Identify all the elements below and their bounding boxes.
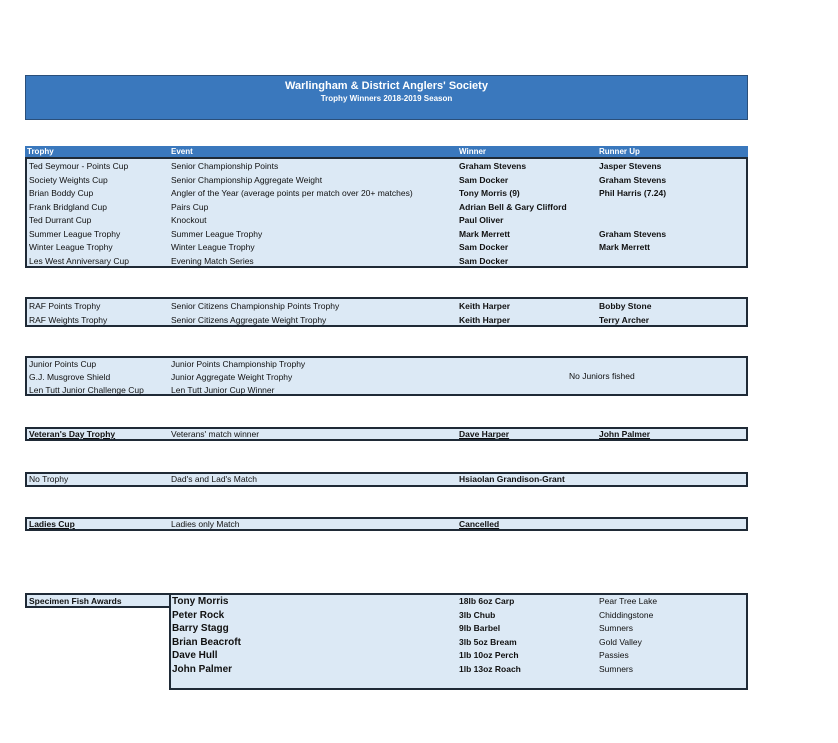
runner-up-cell: Terry Archer xyxy=(599,314,650,325)
table-row xyxy=(27,371,746,385)
trophy-cell: Len Tutt Junior Challenge Cup xyxy=(29,385,144,395)
angler-name: John Palmer xyxy=(172,663,233,675)
ladies-table xyxy=(25,517,748,531)
trophy-cell: Summer League Trophy xyxy=(29,228,121,239)
table-row xyxy=(27,314,746,328)
event-cell: Dad's and Lad's Match xyxy=(171,474,257,484)
event-cell: Winter League Trophy xyxy=(171,242,255,252)
angler-name: Dave Hull xyxy=(172,650,218,661)
event-cell: Knockout xyxy=(171,215,207,225)
table-row xyxy=(27,358,746,372)
venue: Chiddingstone xyxy=(599,609,654,620)
event-cell: Veterans' match winner xyxy=(171,429,260,439)
list-item xyxy=(171,649,746,663)
fish-weight: 3lb 5oz Bream xyxy=(459,636,517,647)
trophy-cell: Ted Seymour - Points Cup xyxy=(29,161,129,171)
winner-cell: Sam Docker xyxy=(459,174,509,185)
list-item xyxy=(171,595,746,609)
list-item xyxy=(171,636,746,650)
winner-cell: Sam Docker xyxy=(459,242,509,252)
runner-up-cell: Jasper Stevens xyxy=(599,161,662,171)
event-cell: Senior Citizens Championship Points Trophy xyxy=(171,301,340,311)
table-row xyxy=(27,201,746,215)
raf-trophy-table xyxy=(25,297,748,327)
main-trophy-table xyxy=(25,157,748,268)
table-row xyxy=(27,473,746,487)
angler-name: Barry Stagg xyxy=(172,623,229,634)
fish-weight: 1lb 13oz Roach xyxy=(459,663,521,674)
table-row xyxy=(27,160,746,174)
angler-name: Peter Rock xyxy=(172,609,225,621)
table-row xyxy=(27,300,746,314)
list-item xyxy=(171,609,746,623)
trophy-cell: Winter League Trophy xyxy=(29,242,113,252)
runner-up-cell: Graham Stevens xyxy=(599,174,667,185)
trophy-cell: RAF Points Trophy xyxy=(29,301,101,311)
trophy-cell: Ladies Cup xyxy=(29,519,75,529)
winner-cell: Sam Docker xyxy=(459,255,509,266)
event-cell: Ladies only Match xyxy=(171,519,240,529)
venue: Pear Tree Lake xyxy=(599,596,658,606)
trophy-cell: RAF Weights Trophy xyxy=(29,314,108,325)
runner-up-cell: Phil Harris (7.24) xyxy=(599,188,667,198)
trophy-cell: Ted Durrant Cup xyxy=(29,215,92,225)
angler-name: Brian Beacroft xyxy=(172,636,241,648)
table-row xyxy=(27,214,746,228)
society-header xyxy=(25,75,748,120)
event-cell: Len Tutt Junior Cup Winner xyxy=(171,385,275,395)
runner-up-cell: John Palmer xyxy=(599,429,651,439)
runner-up-cell: Bobby Stone xyxy=(599,301,652,311)
table-row xyxy=(27,518,746,532)
list-item xyxy=(171,622,746,636)
event-cell: Junior Points Championship Trophy xyxy=(171,359,306,369)
specimen-awards-table xyxy=(169,593,748,690)
venue: Sumners xyxy=(599,623,634,633)
trophy-cell: Brian Boddy Cup xyxy=(29,188,94,198)
runner-up-cell: Graham Stevens xyxy=(599,228,667,239)
fish-weight: 1lb 10oz Perch xyxy=(459,650,519,660)
event-cell: Senior Citizens Aggregate Weight Trophy xyxy=(171,314,327,325)
veterans-table xyxy=(25,427,748,441)
column-header-row xyxy=(25,146,748,157)
trophy-cell: Frank Bridgland Cup xyxy=(29,201,107,212)
event-cell: Senior Championship Points xyxy=(171,161,279,171)
winner-cell: Graham Stevens xyxy=(459,161,527,171)
winner-cell: Dave Harper xyxy=(459,429,510,439)
event-cell: Summer League Trophy xyxy=(171,228,263,239)
trophy-cell: Junior Points Cup xyxy=(29,359,97,369)
venue: Sumners xyxy=(599,663,634,674)
winner-cell: Adrian Bell & Gary Clifford xyxy=(459,201,567,212)
trophy-cell: Veteran's Day Trophy xyxy=(29,429,116,439)
trophy-cell: G.J. Musgrove Shield xyxy=(29,372,111,382)
venue: Passies xyxy=(599,650,629,660)
column-header-trophy: Trophy xyxy=(27,147,54,156)
winner-cell: Cancelled xyxy=(459,519,500,529)
specimen-awards-label: Specimen Fish Awards xyxy=(25,593,170,608)
table-row xyxy=(27,384,746,398)
winner-cell: Tony Morris (9) xyxy=(459,188,520,198)
list-item xyxy=(171,663,746,677)
table-row xyxy=(27,428,746,442)
trophy-cell: Les West Anniversary Cup xyxy=(29,255,129,266)
event-cell: Junior Aggregate Weight Trophy xyxy=(171,372,293,382)
no-juniors-note: No Juniors fished xyxy=(569,371,635,381)
column-header-event: Event xyxy=(171,147,193,156)
fish-weight: 18lb 6oz Carp xyxy=(459,596,515,606)
table-row xyxy=(27,187,746,201)
winner-cell: Mark Merrett xyxy=(459,228,511,239)
trophy-cell: No Trophy xyxy=(29,474,69,484)
venue: Gold Valley xyxy=(599,636,642,647)
event-cell: Angler of the Year (average points per match over 20+ matches) xyxy=(171,188,413,198)
fish-weight: 9lb Barbel xyxy=(459,623,501,633)
event-cell: Senior Championship Aggregate Weight xyxy=(171,174,323,185)
angler-name: Tony Morris xyxy=(172,596,229,607)
season-subtitle: Trophy Winners 2018-2019 Season xyxy=(320,94,453,103)
event-cell: Evening Match Series xyxy=(171,255,254,266)
column-header-winner: Winner xyxy=(459,147,487,156)
trophy-cell: Society Weights Cup xyxy=(29,174,108,185)
winner-cell: Keith Harper xyxy=(459,301,511,311)
winner-cell: Hsiaolan Grandison-Grant xyxy=(459,474,565,484)
fish-weight: 3lb Chub xyxy=(459,609,496,620)
table-row xyxy=(27,228,746,242)
table-row xyxy=(27,255,746,269)
runner-up-cell: Mark Merrett xyxy=(599,242,651,252)
table-row xyxy=(27,174,746,188)
dads-lads-table xyxy=(25,472,748,487)
table-row xyxy=(27,241,746,255)
winner-cell: Paul Oliver xyxy=(459,215,504,225)
column-header-runner-up: Runner Up xyxy=(599,147,640,156)
society-title: Warlingham & District Anglers' Society xyxy=(285,80,488,92)
junior-trophy-table xyxy=(25,356,748,396)
winner-cell: Keith Harper xyxy=(459,314,511,325)
event-cell: Pairs Cup xyxy=(171,201,209,212)
